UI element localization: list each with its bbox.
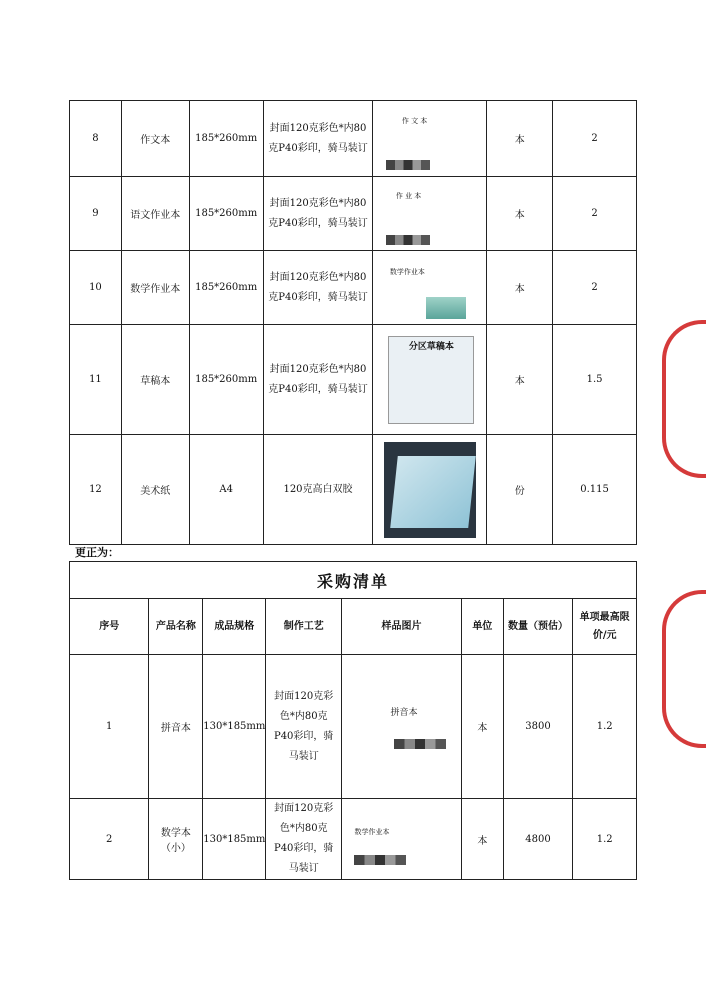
paper-photo xyxy=(384,442,476,538)
product-name: 数学作业本 xyxy=(121,251,189,325)
cover-title: 作 文 本 xyxy=(401,116,428,125)
header-name: 产品名称 xyxy=(149,599,203,655)
notebook-cover-image xyxy=(346,687,456,767)
cover-illustration xyxy=(394,739,446,749)
product-name: 作文本 xyxy=(121,101,189,177)
header-no: 序号 xyxy=(70,599,149,655)
table-row xyxy=(70,655,637,799)
production-process: 120克高白双胶 xyxy=(263,435,373,545)
row-number: 9 xyxy=(70,177,122,251)
draft-book-image xyxy=(380,332,480,428)
table-row xyxy=(70,251,637,325)
row-number: 12 xyxy=(70,435,122,545)
product-name: 拼音本 xyxy=(149,655,203,799)
product-size: 185*260mm xyxy=(189,251,263,325)
sample-image-cell xyxy=(373,177,487,251)
sample-image-cell xyxy=(373,101,487,177)
unit: 本 xyxy=(461,655,503,799)
quantity: 4800 xyxy=(503,799,573,880)
row-number: 1 xyxy=(70,655,149,799)
row-number: 11 xyxy=(70,325,122,435)
max-price: 1.2 xyxy=(573,799,637,880)
header-qty: 数量（预估） xyxy=(503,599,573,655)
unit: 本 xyxy=(487,325,553,435)
header-image: 样品图片 xyxy=(342,599,462,655)
art-paper-image xyxy=(380,438,480,542)
table-title: 采购清单 xyxy=(70,562,637,599)
unit: 本 xyxy=(487,251,553,325)
max-price: 1.5 xyxy=(553,325,637,435)
sample-image-cell xyxy=(373,435,487,545)
max-price: 2 xyxy=(553,251,637,325)
unit: 本 xyxy=(461,799,503,880)
sample-image-cell xyxy=(342,655,462,799)
table-row xyxy=(70,799,637,880)
max-price: 2 xyxy=(553,177,637,251)
table-row xyxy=(70,101,637,177)
product-size: A4 xyxy=(189,435,263,545)
max-price: 0.115 xyxy=(553,435,637,545)
product-table-original xyxy=(69,100,637,545)
official-stamp xyxy=(662,320,706,478)
table-row xyxy=(70,435,637,545)
quantity: 3800 xyxy=(503,655,573,799)
table-row xyxy=(70,177,637,251)
product-size: 185*260mm xyxy=(189,325,263,435)
max-price: 2 xyxy=(553,101,637,177)
header-process: 制作工艺 xyxy=(266,599,342,655)
production-process: 封面120克彩色*内80克P40彩印，骑马装订 xyxy=(266,655,342,799)
max-price: 1.2 xyxy=(573,655,637,799)
production-process: 封面120克彩色*内80克P40彩印，骑马装订 xyxy=(266,799,342,880)
cover-title: 数学作业本 xyxy=(354,828,390,836)
product-name: 数学本（小） xyxy=(149,799,203,880)
cover-illustration xyxy=(426,297,466,319)
product-name: 美术纸 xyxy=(121,435,189,545)
notebook-cover-image xyxy=(380,179,480,249)
product-size: 185*260mm xyxy=(189,101,263,177)
product-name: 语文作业本 xyxy=(121,177,189,251)
sample-image-cell xyxy=(373,325,487,435)
product-size: 130*185mm xyxy=(203,799,266,880)
table-row xyxy=(70,325,637,435)
sample-image-cell xyxy=(373,251,487,325)
sample-image-cell xyxy=(342,799,462,880)
cover-title: 作 业 本 xyxy=(395,191,422,200)
cover-illustration xyxy=(386,160,430,170)
row-number: 2 xyxy=(70,799,149,880)
unit: 本 xyxy=(487,101,553,177)
purchase-list-table xyxy=(69,561,637,880)
cover-title: 拼音本 xyxy=(390,707,418,718)
cover-illustration xyxy=(354,855,406,865)
production-process: 封面120克彩色*内80克P40彩印，骑马装订 xyxy=(263,177,373,251)
row-number: 8 xyxy=(70,101,122,177)
row-number: 10 xyxy=(70,251,122,325)
production-process: 封面120克彩色*内80克P40彩印，骑马装订 xyxy=(263,101,373,177)
header-size: 成品规格 xyxy=(203,599,266,655)
draft-cover xyxy=(388,336,474,424)
correction-note: 更正为： xyxy=(75,546,119,559)
cover-title: 分区草稿本 xyxy=(408,341,454,352)
header-unit: 单位 xyxy=(461,599,503,655)
unit: 份 xyxy=(487,435,553,545)
notebook-cover-image xyxy=(346,809,456,869)
table-title-row xyxy=(70,562,637,599)
production-process: 封面120克彩色*内80克P40彩印，骑马装订 xyxy=(263,251,373,325)
unit: 本 xyxy=(487,177,553,251)
cover-illustration xyxy=(386,235,430,245)
cover-title: 数学作业本 xyxy=(389,267,425,276)
product-size: 130*185mm xyxy=(203,655,266,799)
official-stamp xyxy=(662,590,706,748)
product-size: 185*260mm xyxy=(189,177,263,251)
production-process: 封面120克彩色*内80克P40彩印，骑马装订 xyxy=(263,325,373,435)
product-name: 草稿本 xyxy=(121,325,189,435)
header-price: 单项最高限价/元 xyxy=(573,599,637,655)
notebook-cover-image xyxy=(380,253,480,323)
notebook-cover-image xyxy=(380,104,480,174)
header-row xyxy=(70,599,637,655)
